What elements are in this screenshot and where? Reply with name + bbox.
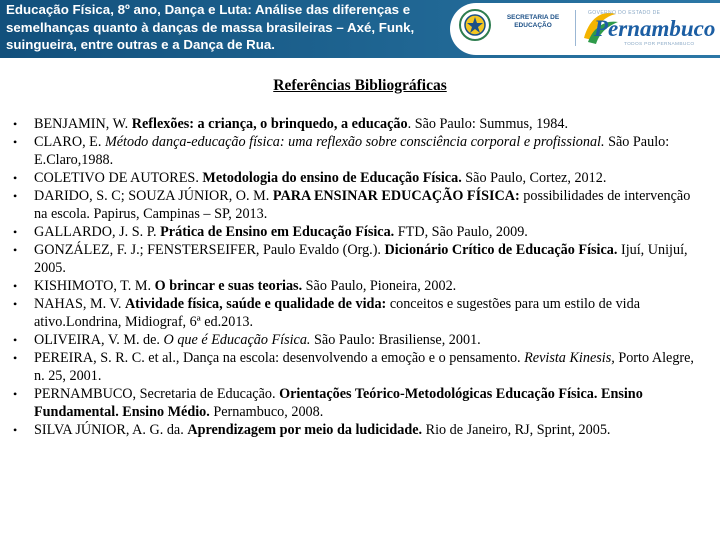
reference-text: São Paulo, Cortez, 2012. <box>461 170 607 186</box>
reference-item <box>0 349 720 385</box>
reference-text: Rio de Janeiro, RJ, Sprint, 2005. <box>422 422 611 438</box>
reference-item <box>0 241 720 277</box>
reference-text: FTD, São Paulo, 2009. <box>394 224 528 240</box>
reference-text: conceitos e sugestões para um estilo de vida ativo.Londrina, Midiograf, 6ª ed.2013. <box>34 296 640 330</box>
reference-text: Ijuí, Unijuí, 2005. <box>34 242 688 276</box>
reference-bold: O brincar e suas teorias. <box>154 278 303 294</box>
reference-item <box>0 385 720 421</box>
reference-bold: Reflexões: a criança, o brinquedo, a educação <box>131 116 408 132</box>
reference-text: PERNAMBUCO, Secretaria de Educação. <box>34 386 280 402</box>
reference-italic: Revista Kinesis, <box>524 350 615 366</box>
logo-divider <box>575 10 576 46</box>
section-title: Referências Bibliográficas <box>273 77 447 94</box>
reference-list <box>0 115 720 439</box>
reference-text: BENJAMIN, W. <box>34 116 132 132</box>
reference-bold: Dicionário Crítico de Educação Física. <box>384 242 618 258</box>
reference-text: Pernambuco, 2008. <box>209 404 324 420</box>
reference-text: São Paulo: Brasiliense, 2001. <box>310 332 481 348</box>
reference-text: São Paulo: E.Claro,1988. <box>34 134 670 168</box>
secretaria-label: SECRETARIA DE EDUCAÇÃO <box>506 14 560 29</box>
reference-text: SILVA JÚNIOR, A. G. da. <box>34 422 188 438</box>
state-subtitle: TODOS POR PERNAMBUCO <box>624 42 695 47</box>
reference-item <box>0 187 720 223</box>
reference-item <box>0 223 720 241</box>
reference-item <box>0 331 720 349</box>
reference-item <box>0 115 720 133</box>
reference-text: . São Paulo: Summus, 1984. <box>407 116 569 132</box>
reference-bold: PARA ENSINAR EDUCAÇÃO FÍSICA: <box>272 188 520 204</box>
reference-text: São Paulo, Pioneira, 2002. <box>302 278 457 294</box>
reference-bold: Orientações Teórico-Metodológicas Educação Física. Ensino Fundamental. Ensino Médio. <box>34 386 643 420</box>
reference-item <box>0 421 720 439</box>
reference-text: KISHIMOTO, T. M. <box>34 278 155 294</box>
reference-text: CLARO, E. <box>34 134 105 150</box>
reference-bold: Metodologia do ensino de Educação Física. <box>202 170 462 186</box>
reference-text: COLETIVO DE AUTORES. <box>34 170 203 186</box>
reference-item <box>0 169 720 187</box>
reference-bold: Atividade física, saúde e qualidade de vida: <box>124 296 387 312</box>
reference-bold: Aprendizagem por meio da ludicidade. <box>187 422 423 438</box>
reference-item <box>0 295 720 331</box>
reference-text: PEREIRA, S. R. C. et al., Dança na escola: desenvolvendo a emoção e o pensamento. <box>34 350 525 366</box>
reference-item <box>0 277 720 295</box>
reference-item <box>0 133 720 169</box>
reference-italic: Método dança-educação física: uma reflexão sobre consciência corporal e profissional. <box>104 134 605 150</box>
reference-text: possibilidades de intervenção na escola. Papirus, Campinas – SP, 2013. <box>34 188 691 222</box>
reference-text: GALLARDO, J. S. P. <box>34 224 161 240</box>
reference-text: GONZÁLEZ, F. J.; FENSTERSEIFER, Paulo Evaldo (Org.). <box>34 242 385 258</box>
state-name: Pernambuco <box>594 16 716 41</box>
state-tagline: GOVERNO DO ESTADO DE <box>588 10 661 16</box>
reference-text: NAHAS, M. V. <box>34 296 125 312</box>
reference-text: DARIDO, S. C; SOUZA JÚNIOR, O. M. <box>34 188 273 204</box>
state-seal-icon <box>458 8 492 42</box>
slide-header-title: Educação Física, 8º ano, Dança e Luta: Análise das diferenças e semelhanças quanto à danças de massa brasileiras – Axé, Funk, suingueira, entre outras e a Dança de Rua. <box>6 2 415 52</box>
reference-text: Porto Alegre, n. 25, 2001. <box>34 350 694 384</box>
reference-italic: O que é Educação Física. <box>163 332 311 348</box>
reference-bold: Prática de Ensino em Educação Física. <box>160 224 395 240</box>
reference-text: OLIVEIRA, V. M. de. <box>34 332 164 348</box>
